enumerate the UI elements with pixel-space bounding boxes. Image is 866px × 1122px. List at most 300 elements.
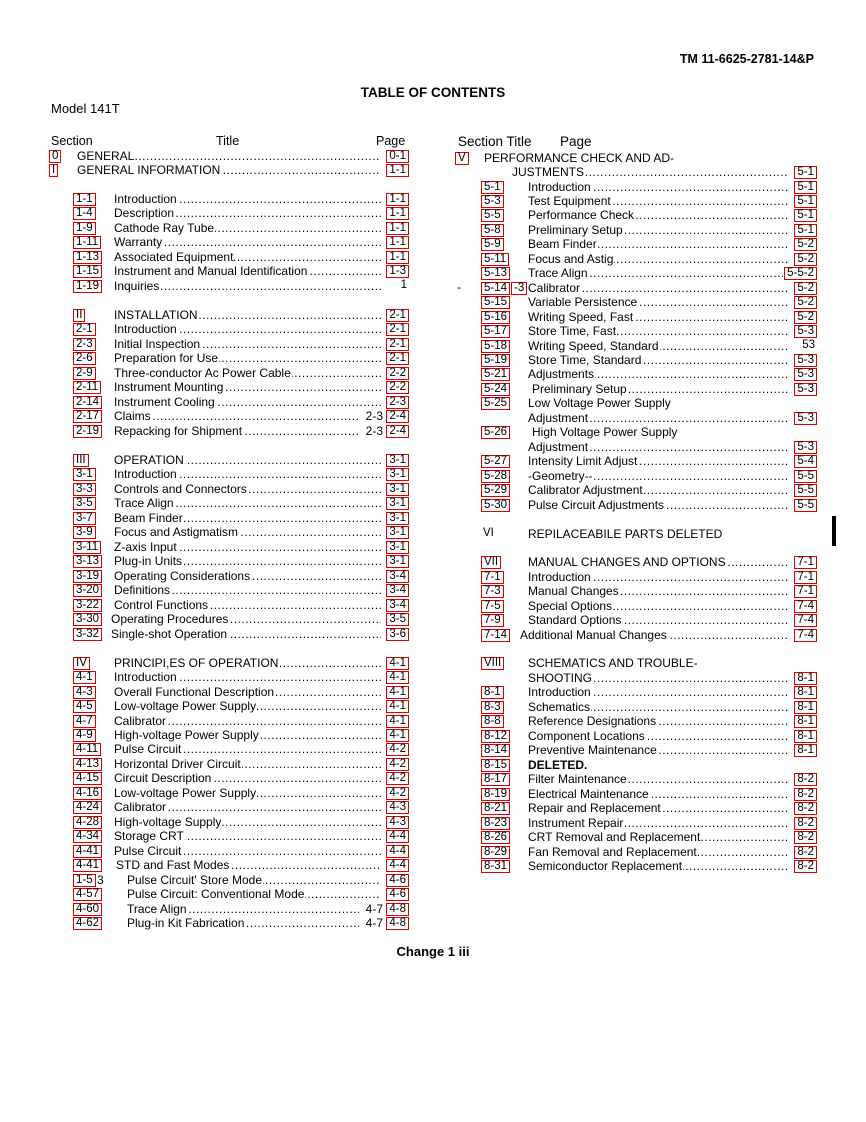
entry-title: Preventive Maintenance bbox=[528, 744, 657, 757]
entry-title: Three-conductor Ac Power Cable bbox=[114, 367, 291, 380]
page-number: 3-4 bbox=[386, 570, 409, 583]
page-number: 5-2 bbox=[794, 238, 817, 251]
page-number: 2-4 bbox=[386, 410, 409, 423]
page-number: 5-4 bbox=[794, 455, 817, 468]
section-number: VI bbox=[483, 527, 494, 539]
page-number: 1-1 bbox=[386, 236, 409, 249]
toc-row[interactable] bbox=[481, 282, 817, 295]
section-number: 1-19 bbox=[73, 280, 102, 293]
toc-row[interactable] bbox=[49, 381, 409, 394]
toc-row[interactable] bbox=[49, 700, 409, 713]
toc-row[interactable] bbox=[49, 164, 409, 177]
toc-row[interactable] bbox=[481, 340, 817, 353]
entry-title: Description bbox=[114, 207, 175, 220]
page-number: 7-1 bbox=[794, 585, 817, 598]
left-title-header: Title bbox=[216, 134, 240, 148]
entry-title: Introduction bbox=[114, 468, 177, 481]
entry-title: Component Locations bbox=[528, 730, 645, 743]
toc-row[interactable] bbox=[481, 759, 817, 772]
toc-row[interactable] bbox=[481, 744, 817, 757]
toc-row[interactable] bbox=[481, 730, 817, 743]
entry-title: Variable Persistence bbox=[528, 296, 638, 309]
entry-title: Calibrator bbox=[528, 282, 581, 295]
toc-row[interactable] bbox=[481, 238, 817, 251]
entry-title: Operating Considerations bbox=[114, 570, 251, 583]
entry-title: High-voltage Supply bbox=[114, 816, 222, 829]
section-number: 4-24 bbox=[73, 801, 102, 814]
page-number: 5-1 bbox=[794, 166, 817, 179]
section-number: 3-11 bbox=[73, 541, 101, 554]
toc-row[interactable] bbox=[49, 309, 409, 322]
section-number: I bbox=[49, 164, 58, 177]
toc-row[interactable] bbox=[481, 629, 817, 642]
toc-row[interactable] bbox=[481, 267, 817, 280]
page-number: 4-8 bbox=[386, 917, 409, 930]
toc-row[interactable] bbox=[49, 222, 409, 235]
page-number: 5-5 bbox=[794, 484, 817, 497]
section-number: 5-13 bbox=[481, 267, 510, 280]
section-number: 7-5 bbox=[481, 600, 504, 613]
toc-row[interactable] bbox=[481, 412, 817, 425]
toc-row[interactable] bbox=[49, 265, 409, 278]
toc-row[interactable] bbox=[481, 166, 817, 179]
toc-row[interactable] bbox=[481, 773, 817, 786]
toc-row[interactable] bbox=[49, 628, 409, 641]
entry-title: Beam Finder bbox=[114, 512, 183, 525]
toc-row[interactable] bbox=[49, 236, 409, 249]
section-number: 4-9 bbox=[73, 729, 96, 742]
entry-title: Trace Align bbox=[528, 267, 588, 280]
toc-row[interactable] bbox=[49, 715, 409, 728]
page-number: 4-8 bbox=[386, 903, 409, 916]
entry-title: Initial Inspection bbox=[114, 338, 201, 351]
toc-row[interactable] bbox=[481, 426, 817, 439]
toc-row[interactable] bbox=[49, 686, 409, 699]
page-number: 2-2 bbox=[386, 381, 409, 394]
page-number: 8-1 bbox=[794, 701, 817, 714]
toc-row[interactable] bbox=[481, 383, 817, 396]
section-number: V bbox=[455, 152, 469, 165]
toc-row[interactable] bbox=[481, 195, 817, 208]
section-number: 8-19 bbox=[481, 788, 510, 801]
change-bar bbox=[832, 516, 836, 546]
entry-title: Adjustment bbox=[528, 441, 589, 454]
toc-row[interactable] bbox=[49, 584, 409, 597]
toc-row[interactable] bbox=[49, 468, 409, 481]
entry-title: Electrical Maintenance bbox=[528, 788, 649, 801]
section-number: 5-15 bbox=[481, 296, 510, 309]
entry-title: Introduction bbox=[528, 686, 591, 699]
section-number: 2-17 bbox=[73, 410, 102, 423]
toc-row[interactable] bbox=[481, 657, 817, 670]
entry-title: Associated Equipment bbox=[114, 251, 234, 264]
entry-title: Circuit Description bbox=[114, 772, 212, 785]
entry-title: Warranty bbox=[114, 236, 163, 249]
entry-title: Intensity Limit Adjust bbox=[528, 455, 638, 468]
page-number: 7-1 bbox=[794, 556, 817, 569]
entry-title: Storage CRT bbox=[114, 830, 184, 843]
section-number: 3-19 bbox=[73, 570, 102, 583]
page-number: 8-1 bbox=[794, 686, 817, 699]
section-number: 5-3 bbox=[481, 195, 504, 208]
toc-row[interactable] bbox=[481, 181, 817, 194]
section-number: 7-14 bbox=[481, 629, 510, 642]
page-number: 5-3 bbox=[794, 412, 817, 425]
toc-row[interactable] bbox=[49, 323, 409, 336]
entry-title: Store Time, Standard bbox=[528, 354, 642, 367]
page-number: 8-2 bbox=[794, 846, 817, 859]
toc-row[interactable] bbox=[49, 396, 409, 409]
section-number: 3-7 bbox=[73, 512, 96, 525]
page-number: 4-1 bbox=[386, 671, 409, 684]
model-label: Model 141T bbox=[51, 101, 120, 116]
page-number: 5-5-2 bbox=[784, 267, 817, 280]
page-number: 3-5 bbox=[386, 613, 409, 626]
toc-row[interactable] bbox=[49, 483, 409, 496]
section-number: 3-9 bbox=[73, 526, 96, 539]
page-title: TABLE OF CONTENTS bbox=[360, 85, 506, 100]
entry-title: Definitions bbox=[114, 584, 171, 597]
entry-title: Introduction bbox=[114, 193, 177, 206]
toc-row[interactable] bbox=[481, 470, 817, 483]
entry-title: Pulse Circuit' Store Mode bbox=[127, 874, 263, 887]
toc-row[interactable] bbox=[481, 484, 817, 497]
toc-row[interactable] bbox=[49, 859, 409, 872]
toc-row[interactable] bbox=[481, 715, 817, 728]
toc-row[interactable] bbox=[49, 555, 409, 568]
section-number: 8-1 bbox=[481, 686, 504, 699]
page-number: 1 bbox=[400, 279, 407, 291]
toc-row[interactable] bbox=[49, 743, 409, 756]
section-number: 5-14 bbox=[481, 282, 510, 295]
page-number: 2-3 bbox=[386, 396, 409, 409]
entry-title: REPILACEABILE PARTS DELETED bbox=[528, 528, 723, 541]
toc-row[interactable] bbox=[481, 368, 817, 381]
section-number: 5-1 bbox=[481, 181, 504, 194]
toc-row[interactable] bbox=[49, 801, 409, 814]
page-number: 5-2 bbox=[794, 311, 817, 324]
entry-title: Overall Functional Description bbox=[114, 686, 275, 699]
toc-row[interactable] bbox=[49, 352, 409, 365]
section-number: 5-28 bbox=[481, 470, 510, 483]
toc-row[interactable] bbox=[49, 758, 409, 771]
entry-title: -Geometry-- bbox=[528, 470, 593, 483]
entry-title: Store Time, Fast bbox=[528, 325, 617, 338]
toc-row[interactable] bbox=[481, 846, 817, 859]
entry-title: SCHEMATICS AND TROUBLE- bbox=[528, 657, 698, 670]
page-number: 4-3 bbox=[386, 801, 409, 814]
page-number: 8-1 bbox=[794, 730, 817, 743]
section-number: 5-8 bbox=[481, 224, 504, 237]
page-number: 5-2 bbox=[794, 296, 817, 309]
toc-row[interactable] bbox=[481, 528, 817, 541]
toc-row[interactable] bbox=[49, 454, 409, 467]
page-number: 5-3 bbox=[794, 354, 817, 367]
entry-title: Standard Options bbox=[528, 614, 622, 627]
toc-row[interactable] bbox=[49, 497, 409, 510]
section-number: 5-27 bbox=[481, 455, 510, 468]
page-number: 4-2 bbox=[386, 758, 409, 771]
toc-row[interactable] bbox=[481, 296, 817, 309]
page-number: 5-1 bbox=[794, 224, 817, 237]
entry-title: Schematics bbox=[528, 701, 591, 714]
section-number: 2-19 bbox=[73, 425, 102, 438]
section-number: 1-5 bbox=[73, 874, 96, 887]
entry-title: Test Equipment bbox=[528, 195, 611, 208]
section-number: 4-16 bbox=[73, 787, 102, 800]
toc-row[interactable] bbox=[481, 600, 817, 613]
entry-title: Single-shot Operation bbox=[111, 628, 228, 641]
toc-row[interactable] bbox=[481, 686, 817, 699]
page-number-prefix: 2-3 bbox=[365, 424, 383, 438]
section-number: 4-28 bbox=[73, 816, 102, 829]
entry-title: Writing Speed, Standard bbox=[528, 340, 659, 353]
page-number: 5-5 bbox=[794, 470, 817, 483]
entry-title: Repair and Replacement bbox=[528, 802, 661, 815]
section-suffix: 3 bbox=[97, 873, 104, 887]
toc-row[interactable] bbox=[481, 224, 817, 237]
toc-row[interactable] bbox=[49, 816, 409, 829]
section-number: 2-9 bbox=[73, 367, 96, 380]
page-number: 2-1 bbox=[386, 309, 409, 322]
toc-row[interactable] bbox=[49, 903, 409, 916]
toc-row[interactable] bbox=[481, 788, 817, 801]
page-number: 8-2 bbox=[794, 773, 817, 786]
page-number: 8-2 bbox=[794, 802, 817, 815]
toc-row[interactable] bbox=[481, 571, 817, 584]
toc-row[interactable] bbox=[49, 541, 409, 554]
page-footer: Change 1 iii bbox=[396, 944, 470, 959]
entry-title: Introduction bbox=[114, 671, 177, 684]
section-number: 7-3 bbox=[481, 585, 504, 598]
entry-title: Pulse Circuit Adjustments bbox=[528, 499, 665, 512]
page-number: 2-1 bbox=[386, 323, 409, 336]
page-number: 7-4 bbox=[794, 629, 817, 642]
toc-row[interactable] bbox=[49, 526, 409, 539]
entry-title: High Voltage Power Supply bbox=[532, 426, 678, 439]
entry-title: Semiconductor Replacement bbox=[528, 860, 683, 873]
entry-title: GENERAL bbox=[77, 150, 135, 163]
page-number: 7-4 bbox=[794, 614, 817, 627]
section-number: 8-31 bbox=[481, 860, 510, 873]
page-number: 3-1 bbox=[386, 454, 409, 467]
section-number: 3-32 bbox=[73, 628, 102, 641]
page-number: 3-1 bbox=[386, 468, 409, 481]
section-number: 7-9 bbox=[481, 614, 504, 627]
entry-title: Control Functions bbox=[114, 599, 209, 612]
toc-row[interactable] bbox=[481, 209, 817, 222]
page-number: 5-3 bbox=[794, 441, 817, 454]
entry-title: Low-voltage Power Supply bbox=[114, 787, 257, 800]
toc-row[interactable] bbox=[481, 499, 817, 512]
entry-title: MANUAL CHANGES AND OPTIONS bbox=[528, 556, 726, 569]
toc-row[interactable] bbox=[49, 729, 409, 742]
entry-title: Introduction bbox=[528, 181, 591, 194]
toc-row[interactable] bbox=[481, 802, 817, 815]
page-number: 3-1 bbox=[386, 526, 409, 539]
toc-row[interactable] bbox=[481, 253, 817, 266]
page-number: 2-1 bbox=[386, 352, 409, 365]
toc-row[interactable] bbox=[49, 193, 409, 206]
page-number-prefix: 4-7 bbox=[365, 916, 383, 930]
left-section-header: Section bbox=[51, 134, 93, 148]
section-number: 5-17 bbox=[481, 325, 510, 338]
toc-row[interactable] bbox=[49, 280, 409, 293]
page-number: 8-2 bbox=[794, 788, 817, 801]
page-number: 5-2 bbox=[794, 282, 817, 295]
page-number: 4-4 bbox=[386, 830, 409, 843]
toc-row[interactable] bbox=[49, 410, 409, 423]
toc-row[interactable] bbox=[481, 831, 817, 844]
page-number: 1-3 bbox=[386, 265, 409, 278]
section-number: 1-11 bbox=[73, 236, 101, 249]
toc-row[interactable] bbox=[49, 599, 409, 612]
page-number: 5-1 bbox=[794, 195, 817, 208]
page-number: 4-2 bbox=[386, 772, 409, 785]
page-number: 4-1 bbox=[386, 715, 409, 728]
entry-title: Z-axis Input bbox=[114, 541, 177, 554]
entry-title: Low-voltage Power Supply bbox=[114, 700, 257, 713]
section-number: 4-60 bbox=[73, 903, 102, 916]
toc-row[interactable] bbox=[481, 556, 817, 569]
section-number: 4-3 bbox=[73, 686, 96, 699]
section-number: 8-12 bbox=[481, 730, 510, 743]
toc-row[interactable] bbox=[49, 367, 409, 380]
page-number: 2-1 bbox=[386, 338, 409, 351]
toc-row[interactable] bbox=[49, 512, 409, 525]
toc-row[interactable] bbox=[49, 570, 409, 583]
right-section-title-header: Section Title bbox=[458, 134, 532, 149]
toc-row[interactable] bbox=[481, 585, 817, 598]
entry-title: Low Voltage Power Supply bbox=[528, 397, 671, 410]
section-number: 5-29 bbox=[481, 484, 510, 497]
section-number: 4-57 bbox=[73, 888, 102, 901]
entry-title: Writing Speed, Fast bbox=[528, 311, 634, 324]
section-number: 3-5 bbox=[73, 497, 96, 510]
toc-row[interactable] bbox=[481, 817, 817, 830]
stray-mark: - bbox=[457, 280, 461, 294]
toc-row[interactable] bbox=[481, 397, 817, 410]
entry-title: Introduction bbox=[114, 323, 177, 336]
toc-row[interactable] bbox=[49, 772, 409, 785]
toc-row[interactable] bbox=[49, 251, 409, 264]
entry-title: PERFORMANCE CHECK AND AD- bbox=[484, 152, 675, 165]
page-number: 4-4 bbox=[386, 845, 409, 858]
section-number: 4-11 bbox=[73, 743, 101, 756]
toc-row[interactable] bbox=[481, 311, 817, 324]
page-number: 4-2 bbox=[386, 787, 409, 800]
entry-title: PRINCIPI,ES OF OPERATION bbox=[114, 657, 279, 670]
entry-title: Pulse Circuit bbox=[114, 743, 182, 756]
entry-title: Focus and Astig bbox=[528, 253, 614, 266]
toc-row[interactable] bbox=[49, 613, 409, 626]
toc-row[interactable] bbox=[49, 888, 409, 901]
toc-row[interactable] bbox=[49, 845, 409, 858]
entry-title: Cathode Ray Tube bbox=[114, 222, 215, 235]
section-number: 5-24 bbox=[481, 383, 510, 396]
section-number: 8-17 bbox=[481, 773, 510, 786]
toc-row[interactable] bbox=[481, 672, 817, 685]
toc-row[interactable] bbox=[49, 150, 409, 163]
toc-row[interactable] bbox=[49, 787, 409, 800]
section-number: VIII bbox=[481, 657, 504, 670]
section-number: 3-13 bbox=[73, 555, 102, 568]
entry-title: Instrument Mounting bbox=[114, 381, 224, 394]
toc-row[interactable] bbox=[49, 338, 409, 351]
entry-title: CRT Removal and Replacement bbox=[528, 831, 701, 844]
entry-title: Beam Finder bbox=[528, 238, 597, 251]
section-number: 2-1 bbox=[73, 323, 96, 336]
toc-row[interactable] bbox=[49, 671, 409, 684]
toc-row[interactable] bbox=[481, 614, 817, 627]
page-number: 4-4 bbox=[386, 859, 409, 872]
entry-title: Instrument Cooling bbox=[114, 396, 215, 409]
toc-row[interactable] bbox=[49, 917, 409, 930]
toc-row[interactable] bbox=[481, 455, 817, 468]
page-number: 4-2 bbox=[386, 743, 409, 756]
page-number: 8-2 bbox=[794, 860, 817, 873]
toc-row[interactable] bbox=[481, 325, 817, 338]
entry-title: Claims bbox=[114, 410, 151, 423]
entry-title: Reference Designations bbox=[528, 715, 657, 728]
entry-title: Operating Procedures bbox=[111, 613, 229, 626]
section-number: 3-22 bbox=[73, 599, 102, 612]
toc-row[interactable] bbox=[49, 207, 409, 220]
entry-title: Special Options bbox=[528, 600, 613, 613]
entry-title: STD and Fast Modes bbox=[116, 859, 230, 872]
left-page-header: Page bbox=[376, 134, 406, 148]
toc-row[interactable] bbox=[49, 874, 409, 887]
entry-title: JUSTMENTS bbox=[512, 166, 584, 179]
toc-row[interactable] bbox=[481, 441, 817, 454]
section-number: 3-20 bbox=[73, 584, 102, 597]
entry-title: Repacking for Shipment bbox=[114, 425, 243, 438]
section-number: 1-15 bbox=[73, 265, 102, 278]
section-number: 5-11 bbox=[481, 253, 509, 266]
page-number: 3-4 bbox=[386, 599, 409, 612]
entry-title: Trace Align bbox=[114, 497, 174, 510]
toc-row[interactable] bbox=[481, 860, 817, 873]
entry-title: Introduction bbox=[528, 571, 591, 584]
entry-title: OPERATION bbox=[114, 454, 184, 467]
page-number: 3-6 bbox=[386, 628, 409, 641]
page-number: 1-1 bbox=[386, 222, 409, 235]
section-number: 5-26 bbox=[481, 426, 510, 439]
entry-title: Horizontal Driver Circuit bbox=[114, 758, 241, 771]
toc-row[interactable] bbox=[49, 830, 409, 843]
section-number: 5-19 bbox=[481, 354, 510, 367]
toc-row[interactable] bbox=[481, 701, 817, 714]
section-number: 8-29 bbox=[481, 846, 510, 859]
page-number: 1-1 bbox=[386, 251, 409, 264]
toc-row[interactable] bbox=[458, 152, 817, 165]
section-number: 4-34 bbox=[73, 830, 102, 843]
page-number: 3-1 bbox=[386, 497, 409, 510]
entry-title: Performance Check bbox=[528, 209, 635, 222]
entry-title: Manual Changes bbox=[528, 585, 619, 598]
section-number: 5-16 bbox=[481, 311, 510, 324]
entry-title: INSTALLATION bbox=[114, 309, 198, 322]
toc-row[interactable] bbox=[481, 354, 817, 367]
section-number: 2-3 bbox=[73, 338, 96, 351]
entry-title: Controls and Connectors bbox=[114, 483, 247, 496]
page-number: 4-1 bbox=[386, 657, 409, 670]
toc-row[interactable] bbox=[49, 657, 409, 670]
section-number: 4-5 bbox=[73, 700, 96, 713]
page-number: 3-1 bbox=[386, 512, 409, 525]
toc-row[interactable] bbox=[49, 425, 409, 438]
entry-title: Calibrator bbox=[114, 801, 167, 814]
